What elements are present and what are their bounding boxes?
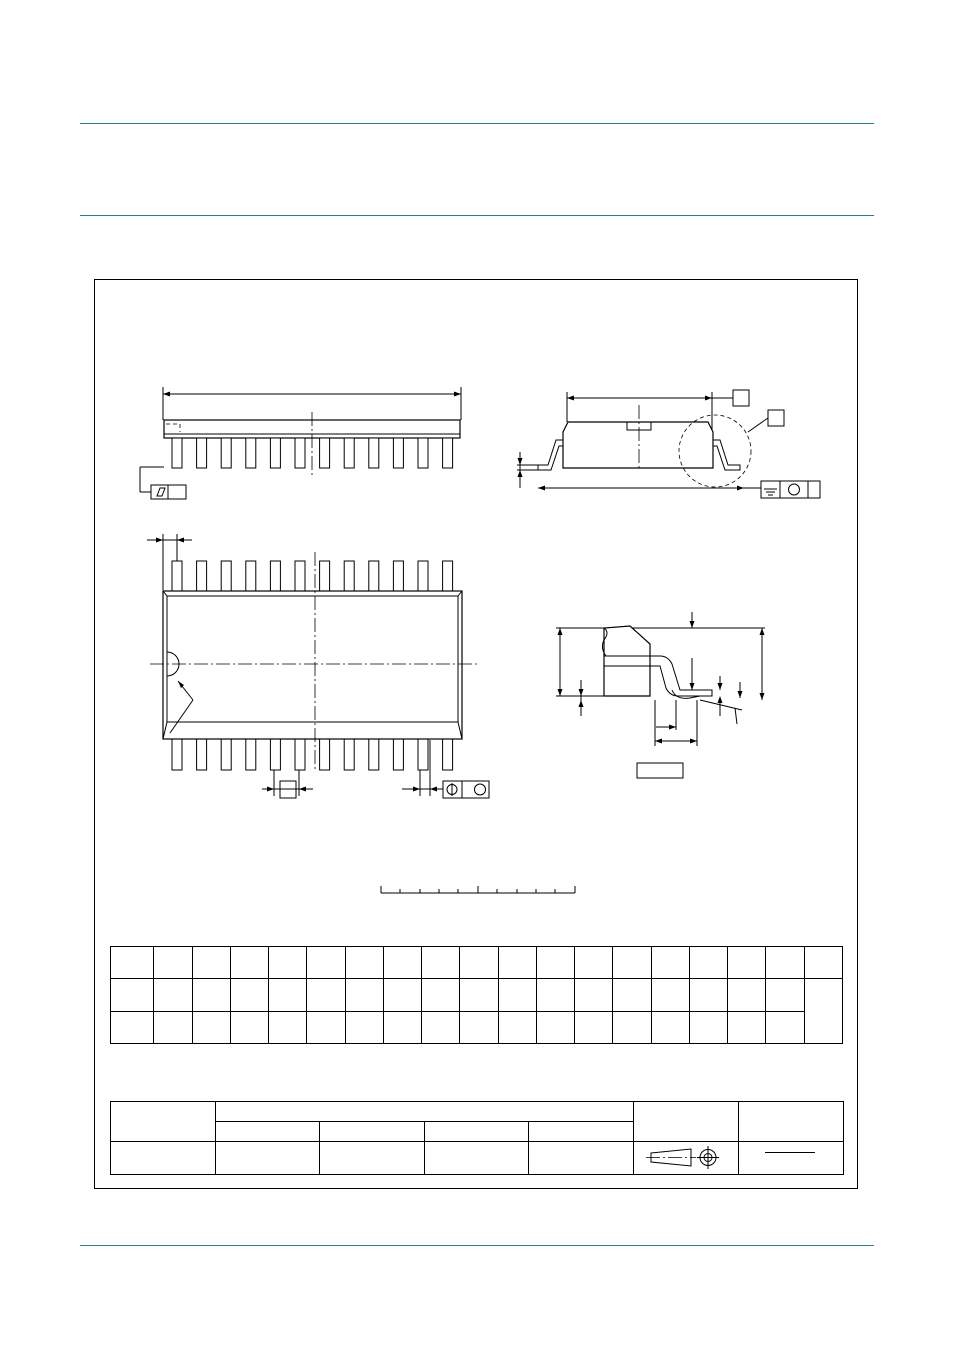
side-lead bbox=[320, 438, 330, 468]
top-lead bbox=[320, 561, 330, 591]
top-lead bbox=[246, 561, 256, 591]
scale-bar bbox=[381, 886, 575, 893]
side-lead bbox=[418, 438, 428, 468]
top-lead bbox=[369, 561, 379, 591]
side-view bbox=[140, 387, 461, 499]
side-lead bbox=[295, 438, 305, 468]
top-lead bbox=[344, 561, 354, 591]
bottom-lead bbox=[221, 739, 231, 770]
side-lead bbox=[369, 438, 379, 468]
top-view bbox=[147, 534, 489, 798]
bottom-lead bbox=[344, 739, 354, 770]
top-lead bbox=[270, 561, 280, 591]
top-view-leads-top bbox=[172, 561, 453, 591]
side-lead bbox=[197, 438, 207, 468]
bottom-lead bbox=[295, 739, 305, 770]
datum-box-d bbox=[733, 390, 749, 406]
top-lead bbox=[172, 561, 182, 591]
bottom-lead bbox=[246, 739, 256, 770]
dimension-table-header bbox=[111, 947, 843, 979]
side-lead bbox=[172, 438, 182, 468]
bottom-lead bbox=[443, 739, 453, 770]
bottom-lead bbox=[320, 739, 330, 770]
bottom-lead bbox=[197, 739, 207, 770]
top-lead bbox=[295, 561, 305, 591]
top-view-leads-bottom bbox=[172, 739, 453, 770]
side-lead bbox=[443, 438, 453, 468]
top-lead bbox=[197, 561, 207, 591]
detail-box-x bbox=[768, 410, 784, 426]
side-lead bbox=[221, 438, 231, 468]
issue-date-cell bbox=[739, 1142, 844, 1175]
side-lead bbox=[270, 438, 280, 468]
top-lead bbox=[418, 561, 428, 591]
side-lead bbox=[344, 438, 354, 468]
detail-label-box bbox=[637, 763, 683, 778]
bottom-lead bbox=[418, 739, 428, 770]
end-view bbox=[517, 390, 820, 498]
side-lead bbox=[246, 438, 256, 468]
outline-reference-table bbox=[110, 1101, 844, 1175]
top-lead bbox=[393, 561, 403, 591]
projection-cell bbox=[634, 1142, 739, 1175]
dimension-table-row-min bbox=[111, 1011, 843, 1043]
side-lead bbox=[393, 438, 403, 468]
bottom-lead bbox=[270, 739, 280, 770]
dimension-table bbox=[110, 946, 843, 1044]
top-lead bbox=[443, 561, 453, 591]
detail-x bbox=[556, 612, 765, 778]
bottom-lead bbox=[393, 739, 403, 770]
top-lead bbox=[221, 561, 231, 591]
bottom-lead bbox=[172, 739, 182, 770]
dimension-table-row-max bbox=[111, 979, 843, 1011]
bottom-lead bbox=[369, 739, 379, 770]
